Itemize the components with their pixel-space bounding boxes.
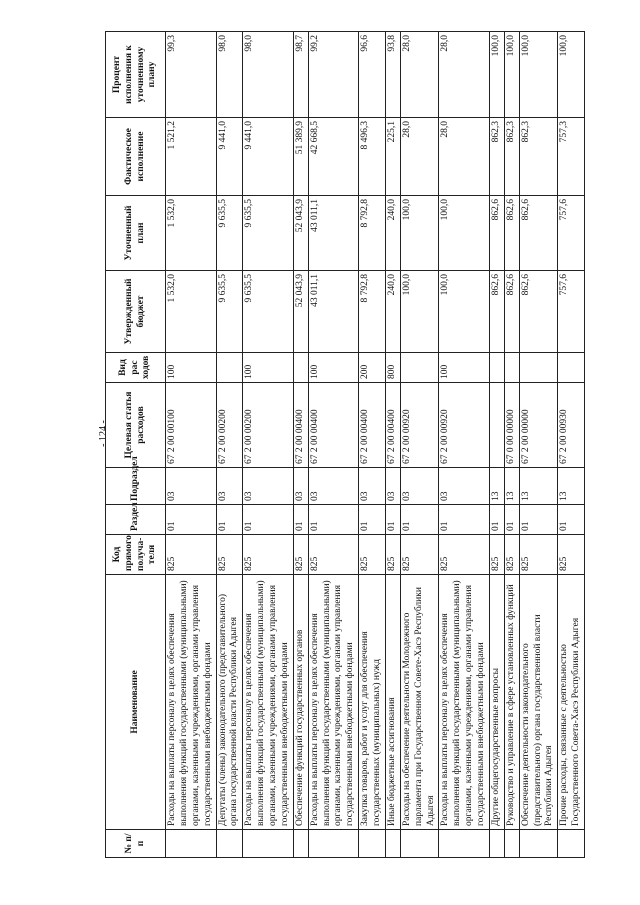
header-code: Код прямого получа-теля <box>106 535 166 575</box>
header-name: Наименование <box>106 575 166 830</box>
cell-refined: 240,0 <box>385 196 400 271</box>
table-row <box>308 32 359 858</box>
cell-num <box>489 830 504 858</box>
cell-actual: 28,0 <box>439 118 490 196</box>
cell-name: Депутаты (члены) законодательного (представительного) органа государственной власти Республики Адыгея <box>216 575 243 830</box>
cell-razdel: 01 <box>504 505 519 535</box>
cell-vr: 800 <box>385 353 400 383</box>
cell-percent: 98,0 <box>216 32 243 118</box>
cell-csr: 67 2 00 00400 <box>385 383 400 468</box>
cell-code: 825 <box>243 535 294 575</box>
cell-approved: 9 635,5 <box>216 271 243 353</box>
cell-num <box>166 830 217 858</box>
cell-num <box>243 830 294 858</box>
cell-percent: 100,0 <box>489 32 504 118</box>
cell-podrazdel: 13 <box>504 468 519 505</box>
cell-code: 825 <box>308 535 359 575</box>
table-row <box>439 32 490 858</box>
cell-razdel: 01 <box>558 505 585 535</box>
cell-csr: 67 2 00 00400 <box>293 383 308 468</box>
cell-razdel: 01 <box>293 505 308 535</box>
cell-approved: 862,6 <box>504 271 519 353</box>
cell-percent: 98,0 <box>243 32 294 118</box>
cell-approved: 100,0 <box>439 271 490 353</box>
cell-name: Другие общегосударственные вопросы <box>489 575 504 830</box>
table-row <box>400 32 439 858</box>
cell-refined: 1 532,0 <box>166 196 217 271</box>
rotated-page <box>105 32 629 858</box>
cell-podrazdel: 13 <box>489 468 504 505</box>
cell-code: 825 <box>293 535 308 575</box>
cell-name: Руководство и управление в сфере установленных функций <box>504 575 519 830</box>
cell-refined: 757,6 <box>558 196 585 271</box>
cell-approved: 862,6 <box>489 271 504 353</box>
cell-podrazdel: 03 <box>216 468 243 505</box>
header-approved: Утвержденный бюджет <box>106 271 166 353</box>
cell-percent: 100,0 <box>519 32 558 118</box>
cell-vr <box>558 353 585 383</box>
header-vr: Вид рас ходов <box>106 353 166 383</box>
cell-actual: 42 668,5 <box>308 118 359 196</box>
cell-approved: 862,6 <box>519 271 558 353</box>
cell-num <box>439 830 490 858</box>
cell-actual: 225,1 <box>385 118 400 196</box>
cell-csr: 67 2 00 00930 <box>558 383 585 468</box>
cell-actual: 28,0 <box>400 118 439 196</box>
cell-name: Обеспечение деятельности законодательного (представительного) органа государственной власти Республики Адыгея <box>519 575 558 830</box>
table-row <box>558 32 585 858</box>
cell-name: Расходы на обеспечение деятельности Молодежного парламента при Государственном Совете-Хасэ Республики Адыгея <box>400 575 439 830</box>
cell-code: 825 <box>385 535 400 575</box>
cell-num <box>504 830 519 858</box>
cell-percent: 28,0 <box>400 32 439 118</box>
page-number: - 124 - <box>97 420 109 447</box>
table-row <box>489 32 504 858</box>
cell-approved: 100,0 <box>400 271 439 353</box>
cell-name: Прочие расходы, связанные с деятельностью Государственного Совета-Хасэ Республики Адыгея <box>558 575 585 830</box>
cell-vr <box>400 353 439 383</box>
cell-podrazdel: 03 <box>359 468 386 505</box>
cell-approved: 1 532,0 <box>166 271 217 353</box>
cell-num <box>519 830 558 858</box>
cell-approved: 240,0 <box>385 271 400 353</box>
cell-csr <box>489 383 504 468</box>
cell-csr: 67 2 00 00100 <box>166 383 217 468</box>
cell-name: Иные бюджетные ассигнования <box>385 575 400 830</box>
cell-actual: 862,3 <box>489 118 504 196</box>
cell-csr: 67 2 00 00400 <box>359 383 386 468</box>
cell-csr: 67 2 00 00400 <box>308 383 359 468</box>
cell-actual: 51 389,9 <box>293 118 308 196</box>
cell-approved: 8 792,8 <box>359 271 386 353</box>
cell-code: 825 <box>439 535 490 575</box>
cell-actual: 862,3 <box>504 118 519 196</box>
cell-podrazdel: 03 <box>293 468 308 505</box>
table-header-row <box>106 32 166 858</box>
cell-csr: 67 2 00 00920 <box>400 383 439 468</box>
cell-refined: 52 043,9 <box>293 196 308 271</box>
header-percent: Процент исполнения к уточненному плану <box>106 32 166 118</box>
cell-csr: 67 2 00 00000 <box>519 383 558 468</box>
table-row <box>243 32 294 858</box>
cell-name: Расходы на выплаты персоналу в целях обеспечения выполнения функций государственными (муниципальными) органами, казенными учреждениями, органами управления государственными внебюджетными фондами <box>439 575 490 830</box>
cell-num <box>400 830 439 858</box>
header-razdel: Раздел <box>106 505 166 535</box>
cell-percent: 93,8 <box>385 32 400 118</box>
cell-actual: 8 496,3 <box>359 118 386 196</box>
cell-refined: 862,6 <box>519 196 558 271</box>
table-row <box>504 32 519 858</box>
header-actual: Фактическое исполнение <box>106 118 166 196</box>
header-num: № п/п <box>106 830 166 858</box>
cell-podrazdel: 03 <box>166 468 217 505</box>
cell-refined: 862,6 <box>489 196 504 271</box>
cell-refined: 43 011,1 <box>308 196 359 271</box>
cell-razdel: 01 <box>385 505 400 535</box>
cell-razdel: 01 <box>308 505 359 535</box>
cell-approved: 9 635,5 <box>243 271 294 353</box>
cell-num <box>558 830 585 858</box>
cell-vr: 100 <box>439 353 490 383</box>
cell-vr: 100 <box>308 353 359 383</box>
cell-vr <box>504 353 519 383</box>
cell-actual: 9 441,0 <box>243 118 294 196</box>
cell-vr <box>489 353 504 383</box>
cell-num <box>385 830 400 858</box>
cell-vr: 100 <box>243 353 294 383</box>
cell-percent: 99,2 <box>308 32 359 118</box>
cell-podrazdel: 03 <box>439 468 490 505</box>
cell-percent: 99,3 <box>166 32 217 118</box>
cell-percent: 98,7 <box>293 32 308 118</box>
cell-code: 825 <box>359 535 386 575</box>
cell-actual: 757,3 <box>558 118 585 196</box>
cell-code: 825 <box>216 535 243 575</box>
cell-percent: 96,6 <box>359 32 386 118</box>
cell-name: Закупка товаров, работ и услуг для обеспечения государственных (муниципальных) нужд <box>359 575 386 830</box>
cell-refined: 8 792,8 <box>359 196 386 271</box>
cell-vr <box>519 353 558 383</box>
cell-name: Расходы на выплаты персоналу в целях обеспечения выполнения функций государственными (муниципальными) органами, казенными учреждениями, органами управления государственными внебюджетными фондами <box>166 575 217 830</box>
cell-razdel: 01 <box>216 505 243 535</box>
cell-approved: 757,6 <box>558 271 585 353</box>
cell-vr <box>216 353 243 383</box>
cell-refined: 100,0 <box>400 196 439 271</box>
cell-razdel: 01 <box>439 505 490 535</box>
cell-razdel: 01 <box>400 505 439 535</box>
cell-code: 825 <box>400 535 439 575</box>
cell-num <box>216 830 243 858</box>
header-csr: Целевая статья расходов <box>106 383 166 468</box>
cell-refined: 9 635,5 <box>216 196 243 271</box>
cell-vr: 100 <box>166 353 217 383</box>
cell-percent: 100,0 <box>558 32 585 118</box>
cell-code: 825 <box>504 535 519 575</box>
cell-razdel: 01 <box>243 505 294 535</box>
cell-code: 825 <box>519 535 558 575</box>
cell-podrazdel: 13 <box>558 468 585 505</box>
cell-podrazdel: 03 <box>400 468 439 505</box>
table-row <box>519 32 558 858</box>
cell-name: Обеспечение функций государственных органов <box>293 575 308 830</box>
cell-name: Расходы на выплаты персоналу в целях обеспечения выполнения функций государственными (муниципальными) органами, казенными учреждениями, органами управления государственными внебюджетными фондами <box>243 575 294 830</box>
cell-csr: 67 2 00 00920 <box>439 383 490 468</box>
cell-razdel: 01 <box>166 505 217 535</box>
cell-code: 825 <box>166 535 217 575</box>
table-row <box>359 32 386 858</box>
cell-code: 825 <box>489 535 504 575</box>
cell-csr: 67 0 00 00000 <box>504 383 519 468</box>
table-row <box>385 32 400 858</box>
table-body <box>166 32 585 858</box>
cell-code: 825 <box>558 535 585 575</box>
budget-table <box>105 31 585 858</box>
table-row <box>216 32 243 858</box>
cell-podrazdel: 03 <box>243 468 294 505</box>
cell-razdel: 01 <box>489 505 504 535</box>
cell-podrazdel: 03 <box>385 468 400 505</box>
cell-actual: 862,3 <box>519 118 558 196</box>
table-row <box>166 32 217 858</box>
cell-approved: 43 011,1 <box>308 271 359 353</box>
cell-podrazdel: 13 <box>519 468 558 505</box>
cell-percent: 28,0 <box>439 32 490 118</box>
cell-razdel: 01 <box>359 505 386 535</box>
cell-actual: 9 441,0 <box>216 118 243 196</box>
cell-refined: 9 635,5 <box>243 196 294 271</box>
cell-refined: 862,6 <box>504 196 519 271</box>
header-refined: Уточненный план <box>106 196 166 271</box>
cell-num <box>359 830 386 858</box>
cell-refined: 100,0 <box>439 196 490 271</box>
header-podrazdel: Подраздел <box>106 468 166 505</box>
cell-name: Расходы на выплаты персоналу в целях обеспечения выполнения функций государственными (муниципальными) органами, казенными учреждениями, органами управления государственными внебюджетными фондами <box>308 575 359 830</box>
cell-approved: 52 043,9 <box>293 271 308 353</box>
cell-actual: 1 521,2 <box>166 118 217 196</box>
cell-csr: 67 2 00 00200 <box>216 383 243 468</box>
cell-razdel: 01 <box>519 505 558 535</box>
cell-num <box>293 830 308 858</box>
cell-percent: 100,0 <box>504 32 519 118</box>
cell-podrazdel: 03 <box>308 468 359 505</box>
cell-csr: 67 2 00 00200 <box>243 383 294 468</box>
cell-vr: 200 <box>359 353 386 383</box>
cell-num <box>308 830 359 858</box>
cell-vr <box>293 353 308 383</box>
table-row <box>293 32 308 858</box>
